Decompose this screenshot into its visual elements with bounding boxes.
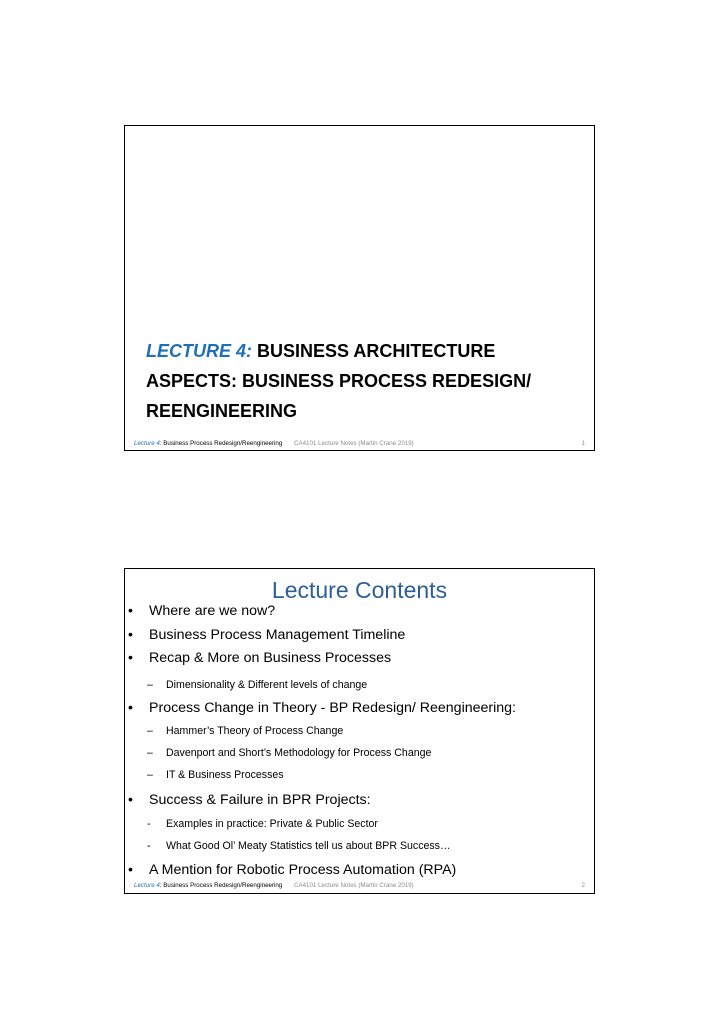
footer-lecture-topic: Business Process Redesign/Reengineering [163, 440, 283, 447]
dash-icon: - [147, 840, 151, 852]
slide-2 [124, 568, 595, 894]
list-item-text: Hammer’s Theory of Process Change [166, 725, 344, 737]
dash-icon: – [147, 725, 153, 737]
dash-icon: – [147, 679, 153, 691]
title-lecture-number: LECTURE 4: [146, 341, 253, 361]
list-item-text: What Good Ol’ Meaty Statistics tell us about BPR Success… [166, 840, 451, 852]
footer-course: CA4101 Lecture Notes (Martin Crane 2019) [294, 882, 414, 889]
bullet-icon: • [128, 627, 133, 643]
footer-lecture-label: Lecture 4 [134, 882, 160, 889]
footer-lecture-sep: : [159, 882, 164, 889]
slide-footer [134, 440, 585, 447]
footer-lecture-label: Lecture 4 [134, 440, 160, 447]
page-number: 1 [581, 440, 585, 447]
slide-footer [134, 882, 585, 889]
bullet-icon: • [128, 650, 133, 666]
list-item-text: Examples in practice: Private & Public Sector [166, 818, 378, 830]
footer-lecture-sep: : [159, 440, 164, 447]
bullet-icon: • [128, 603, 133, 619]
dash-icon: – [147, 747, 153, 759]
list-item-text: IT & Business Processes [166, 769, 284, 781]
title-text: BUSINESS ARCHITECTURE ASPECTS: BUSINESS PROCESS REDESIGN/ REENGINEERING [146, 341, 532, 421]
bullet-icon: • [128, 792, 133, 808]
list-item-text: Davenport and Short’s Methodology for Process Change [166, 747, 432, 759]
list-item-text: Where are we now? [149, 603, 276, 619]
footer-lecture-topic: Business Process Redesign/Reengineering [163, 882, 283, 889]
list-item-text: Dimensionality & Different levels of change [166, 679, 368, 691]
dash-icon: – [147, 769, 153, 781]
list-item-text: Recap & More on Business Processes [149, 650, 392, 666]
list-item-text: A Mention for Robotic Process Automation (RPA) [149, 862, 457, 878]
dash-icon: - [147, 818, 151, 830]
slide-1-title [146, 336, 566, 426]
list-item-text: Process Change in Theory - BP Redesign/ Reengineering: [149, 700, 516, 716]
bullet-icon: • [128, 700, 133, 716]
slide-1 [124, 125, 595, 451]
list-item-text: Business Process Management Timeline [149, 627, 406, 643]
page-number: 2 [581, 882, 585, 889]
list-item-text: Success & Failure in BPR Projects: [149, 792, 371, 808]
footer-course: CA4101 Lecture Notes (Martin Crane 2019) [294, 440, 414, 447]
slide-2-title: Lecture Contents [271, 577, 448, 603]
bullet-icon: • [128, 862, 133, 878]
